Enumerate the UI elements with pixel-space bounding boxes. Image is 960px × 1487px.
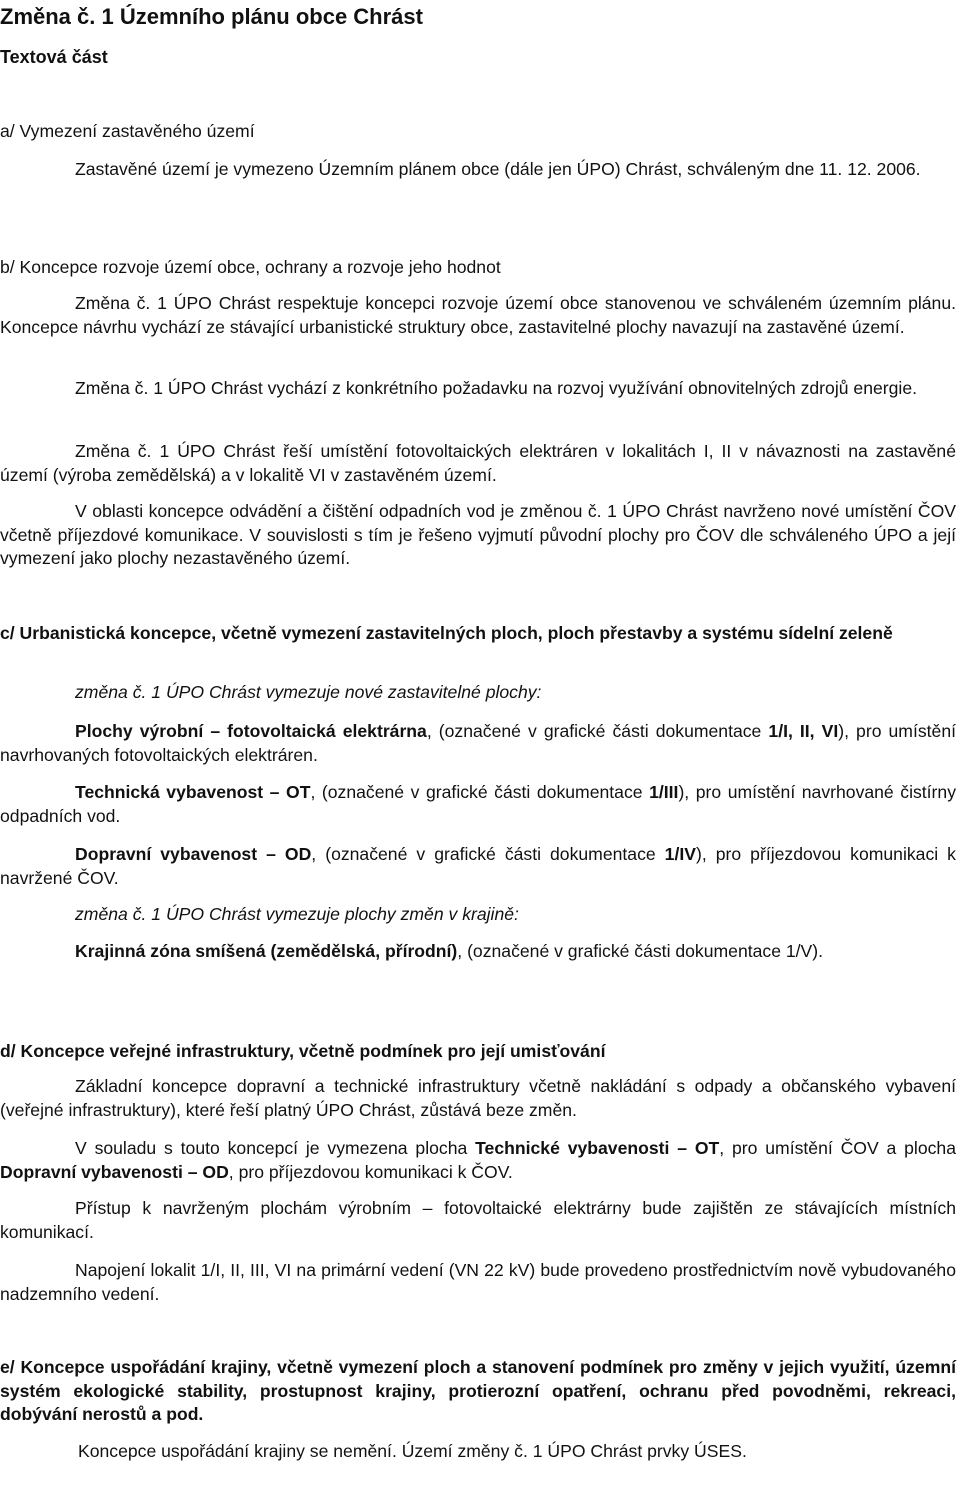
section-c-item-production [0,720,956,767]
item-production-tail: ), pro umístění navrhovaných fotovoltaických elektráren. [0,721,956,765]
item-landscape-text: , (označené v grafické části dokumentace 1/V). [457,941,824,961]
section-d-paragraph-2 [0,1137,956,1184]
d-p2-text-d: , pro příjezdovou komunikaci k ČOV. [228,1161,513,1182]
item-technical-text: , (označené v grafické části dokumentace [310,782,650,802]
section-a-paragraph: Zastavěné území je vymezeno Územním plánem obce (dále jen ÚPO) Chrást, schváleným dne 11. 12. 2006. [75,159,921,179]
section-e-heading: e/ Koncepce uspořádání krajiny, včetně vymezení ploch a stanovení podmínek pro změny v jejich využití, územní systém ekologické stability, prostupnost krajiny, protierozní opatření, ochranu před povodněmi, rekreaci, dobývání nerostů a pod. [0,1357,956,1424]
section-b-heading: b/ Koncepce rozvoje území obce, ochrany a rozvoje jeho hodnot [0,257,501,277]
d-p2-text-a: V souladu s touto koncepcí je vymezena plocha [75,1138,476,1158]
d-p2-technical: Technické vybavenosti – OT [475,1138,720,1158]
section-c-intro-new-areas: změna č. 1 ÚPO Chrást vymezuje nové zastavitelné plochy: [75,682,542,702]
section-e-paragraph: Koncepce uspořádání krajiny se nemění. Území změny č. 1 ÚPO Chrást prvky ÚSES. [78,1441,747,1461]
section-b-paragraph-1: Změna č. 1 ÚPO Chrást respektuje koncepci rozvoje území obce stanovenou ve schváleném územním plánu. Koncepce návrhu vychází ze stávající urbanistické struktury obce, zastavitelné plochy navazují na zastavěné území. [0,293,956,337]
section-c-item-technical [0,781,956,828]
item-production-ref: 1/I, II, VI [768,721,839,741]
item-production-text: , (označené v grafické části dokumentace [426,721,769,741]
item-transport-text: , (označené v grafické části dokumentace [311,844,665,864]
section-d-paragraph-1: Základní koncepce dopravní a technické infrastruktury včetně nakládání s odpady a občanského vybavení (veřejné infrastruktury), které řeší platný ÚPO Chrást, zůstává beze změn. [0,1076,956,1120]
section-a-heading: a/ Vymezení zastavěného území [0,121,255,141]
section-c-item-landscape [0,940,956,964]
item-technical-ref: 1/III [649,782,679,802]
section-c-intro-landscape: změna č. 1 ÚPO Chrást vymezuje plochy změn v krajině: [75,904,519,924]
document-title: Změna č. 1 Územního plánu obce Chrást [0,4,423,29]
section-b-paragraph-2: Změna č. 1 ÚPO Chrást vychází z konkrétního požadavku na rozvoj využívání obnovitelných zdrojů energie. [75,378,917,398]
item-technical-label: Technická vybavenost – OT [75,782,311,802]
item-production-label: Plochy výrobní – fotovoltaická elektrárna [75,721,427,741]
section-c-item-transport [0,843,956,890]
item-landscape-label: Krajinná zóna smíšená (zemědělská, přírodní) [75,941,458,961]
item-transport-tail: ), pro příjezdovou komunikaci k navržené ČOV. [0,844,956,888]
d-p2-transport: Dopravní vybavenosti – OD [0,1161,229,1182]
section-d-paragraph-4: Napojení lokalit 1/I, II, III, VI na primární vedení (VN 22 kV) bude provedeno prostřednictvím nově vybudovaného nadzemního vedení. [0,1260,956,1304]
d-p2-text-c: , pro umístění ČOV a plocha [719,1138,956,1158]
item-technical-tail: ), pro umístění navrhované čistírny odpadních vod. [0,782,956,826]
section-d-heading: d/ Koncepce veřejné infrastruktury, včetně podmínek pro její umisťování [0,1041,606,1061]
section-b-paragraph-3: Změna č. 1 ÚPO Chrást řeší umístění fotovoltaických elektráren v lokalitách I, II v návaznosti na zastavěné území (výroba zemědělská) a v lokalitě VI v zastavěném území. [0,441,956,485]
section-b-paragraph-4: V oblasti koncepce odvádění a čištění odpadních vod je změnou č. 1 ÚPO Chrást navrženo nové umístění ČOV včetně příjezdové komunikace. V souvislosti s tím je řešeno vyjmutí původní plochy pro ČOV dle schváleného ÚPO a její vymezení jako plochy nezastavěného území. [0,501,956,568]
section-d-paragraph-3: Přístup k navrženým plochám výrobním – fotovoltaické elektrárny bude zajištěn ze stávajících místních komunikací. [0,1198,956,1242]
item-transport-label: Dopravní vybavenost – OD [75,844,312,864]
item-transport-ref: 1/IV [664,844,696,864]
document-subtitle: Textová část [0,47,108,67]
section-c-heading: c/ Urbanistická koncepce, včetně vymezení zastavitelných ploch, ploch přestavby a systému sídelní zeleně [0,623,893,643]
